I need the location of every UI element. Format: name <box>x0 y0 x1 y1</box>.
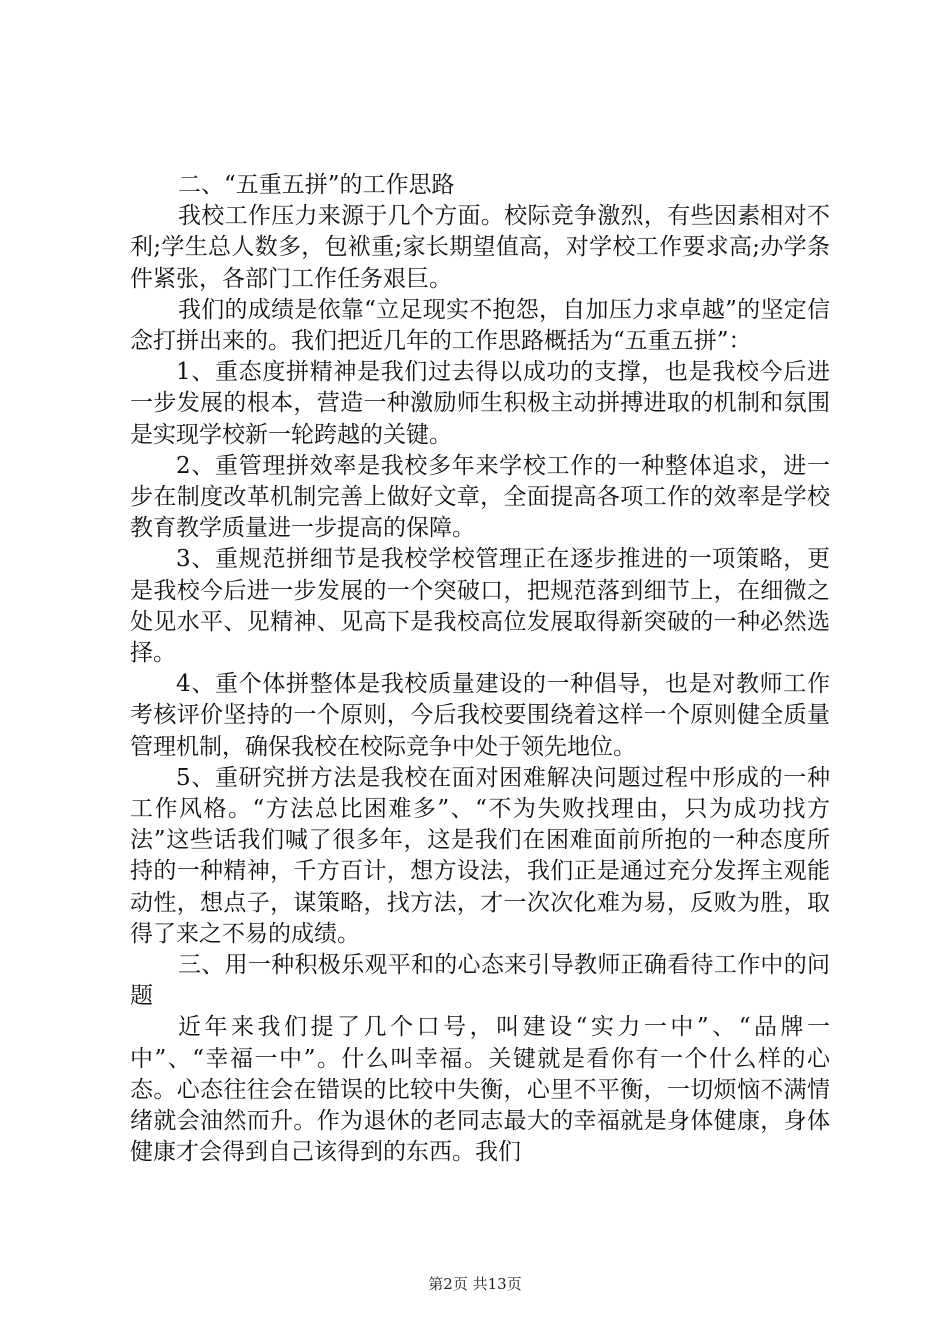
section-heading-3: 三、用一种积极乐观平和的心态来引导教师正确看待工作中的问题 <box>130 952 830 1010</box>
paragraph-pressure-sources: 我校工作压力来源于几个方面。校际竞争激烈，有些因素相对不利;学生总人数多，包袱重;家长期望值高，对学校工作要求高;办学条件紧张，各部门工作任务艰巨。 <box>130 203 830 292</box>
page-number-footer: 第2页 共13页 <box>428 1275 522 1293</box>
document-body <box>130 170 830 1169</box>
list-item-3: 3、重规范拼细节是我校学校管理正在逐步推进的一项策略，更是我校今后进一步发展的一个突破口，把规范落到细节上，在细微之处见水平、见精神、见高下是我校高位发展取得新突破的一种必然选择。 <box>130 546 830 667</box>
list-item-1: 1、重态度拼精神是我们过去得以成功的支撑，也是我校今后进一步发展的根本，营造一种激励师生积极主动拼搏进取的机制和氛围是实现学校新一轮跨越的关键。 <box>130 359 830 448</box>
list-item-2: 2、重管理拼效率是我校多年来学校工作的一种整体追求，进一步在制度改革机制完善上做好文章，全面提高各项工作的效率是学校教育教学质量进一步提高的保障。 <box>130 452 830 542</box>
list-item-5: 5、重研究拼方法是我校在面对困难解决问题过程中形成的一种工作风格。“方法总比困难多”、“不为失败找理由，只为成功找方法”这些话我们喊了很多年，这是我们在困难面前所抱的一种态度所持的一种精神，千方百计，想方设法，我们正是通过充分发挥主观能动性，想点子，谋策略，找方法，才一次次化难为易，反败为胜，取得了来之不易的成绩。 <box>130 764 830 947</box>
paragraph-achievements: 我们的成绩是依靠“立足现实不抱怨，自加压力求卓越”的坚定信念打拼出来的。我们把近几年的工作思路概括为“五重五拼”： <box>130 296 830 355</box>
section-heading-2: 二、“五重五拼”的工作思路 <box>178 172 455 198</box>
list-item-4: 4、重个体拼整体是我校质量建设的一种倡导，也是对教师工作考核评价坚持的一个原则，今后我校要围绕着这样一个原则健全质量管理机制，确保我校在校际竞争中处于领先地位。 <box>130 671 830 760</box>
paragraph-slogans: 近年来我们提了几个口号，叫建设“实力一中”、“品牌一中”、“幸福一中”。什么叫幸福。关键就是看你有一个什么样的心态。心态往往会在错误的比较中失衡，心里不平衡，一切烦恼不满情绪就会油然而升。作为退休的老同志最大的幸福就是身体健康，身体健康才会得到自己该得到的东西。我们 <box>130 1014 830 1166</box>
